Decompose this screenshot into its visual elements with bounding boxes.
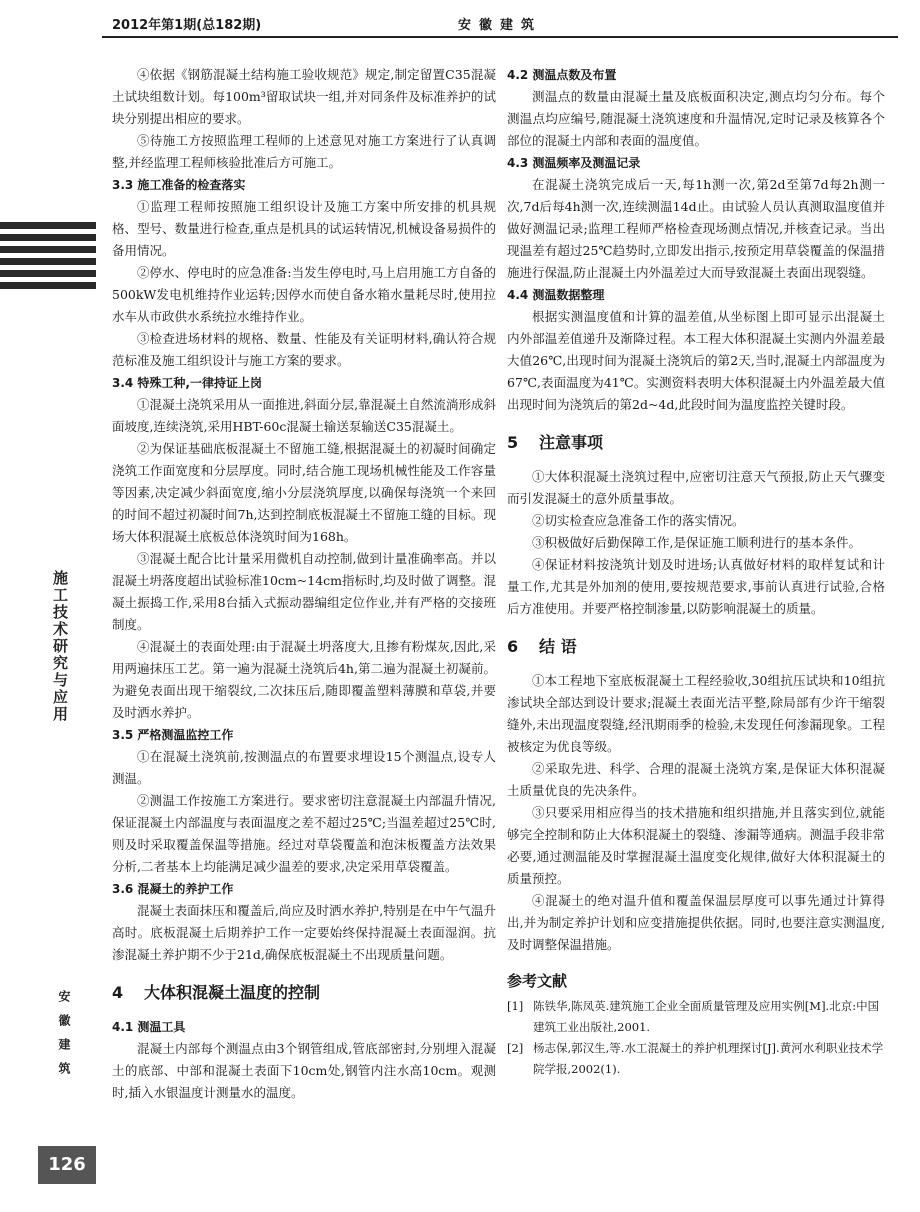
section-heading-5 bbox=[507, 432, 885, 454]
paragraph: ③积极做好后勤保障工作,是保证施工顺利进行的基本条件。 bbox=[532, 535, 861, 550]
paragraph: ①监理工程师按照施工组织设计及施工方案中所安排的机具规格、型号、数量进行检查,重点是机具的试运转情况,机械设备易损件的备用情况。 bbox=[112, 199, 496, 258]
journal-vertical: 安徽建筑 bbox=[57, 990, 71, 1086]
paragraph: ①在混凝土浇筑前,按测温点的布置要求埋设15个测温点,设专人测温。 bbox=[112, 749, 496, 786]
paragraph: ②测温工作按施工方案进行。要求密切注意混凝土内部温升情况,保证混凝土内部温度与表面温度之差不超过25℃;当温差超过25℃时,则及时采取覆盖保温等措施。经过对草袋覆盖和泡沫板覆盖方法效果分析,二者基本上均能满足减少温差的要求,决定采用草袋覆盖。 bbox=[112, 793, 496, 874]
reference-number: [1] bbox=[507, 999, 524, 1013]
paragraph: ⑤待施工方按照监理工程师的上述意见对施工方案进行了认真调整,并经监理工程师核验批准后方可施工。 bbox=[112, 133, 496, 170]
section-title: 注意事项 bbox=[539, 433, 604, 452]
reference-text: 陈铁华,陈凤英.建筑施工企业全面质量管理及应用实例[M].北京:中国建筑工业出版社,2001. bbox=[533, 999, 880, 1034]
paragraph: 在混凝土浇筑完成后一天,每1h测一次,第2d至第7d每2h测一次,7d后每4h测一次,连续测温14d止。由试验人员认真测取温度值并做好测温记录;监理工程师严格检查现场测点情况,并核查记录。当出现温差有超过25℃趋势时,立即发出指示,按预定用草袋覆盖的保温措施进行保温,防止混凝土内外温差过大而导致混凝土表面出现裂缝。 bbox=[507, 177, 885, 280]
section-number: 4 bbox=[112, 983, 124, 1002]
running-header bbox=[102, 8, 898, 38]
reference-item bbox=[507, 996, 885, 1038]
left-column bbox=[112, 58, 496, 1104]
section-heading-3-3: 3.3 施工准备的检查落实 bbox=[112, 178, 246, 192]
section-title: 结 语 bbox=[539, 637, 577, 656]
paragraph: ④混凝土的表面处理:由于混凝土坍落度大,且掺有粉煤灰,因此,采用两遍抹压工艺。第一遍为混凝土浇筑后4h,第二遍为混凝土初凝前。为避免表面出现干缩裂纹,二次抹压后,随即覆盖塑料薄膜和草袋,并要及时洒水养护。 bbox=[112, 639, 496, 720]
section-heading-4 bbox=[112, 982, 496, 1004]
section-heading-3-4: 3.4 特殊工种,一律持证上岗 bbox=[112, 376, 262, 390]
section-heading-4-4: 4.4 测温数据整理 bbox=[507, 288, 605, 302]
right-column bbox=[507, 58, 885, 1080]
margin-sidebar bbox=[0, 0, 100, 1212]
paragraph: 混凝土表面抹压和覆盖后,尚应及时洒水养护,特别是在中午气温升高时。底板混凝土后期养护工作一定要始终保持混凝土表面湿润。抗渗混凝土养护期不少于21d,确保底板混凝土不出现质量问题。 bbox=[112, 903, 496, 962]
page-number: 126 bbox=[38, 1146, 96, 1184]
paragraph: ②停水、停电时的应急准备:当发生停电时,马上启用施工方自备的500kW发电机维持作业运转;因停水而使自备水箱水量耗尽时,使用拉水车从市政供水系统拉水维持作业。 bbox=[112, 265, 496, 324]
section-number: 6 bbox=[507, 637, 519, 656]
paragraph: ④依据《钢筋混凝土结构施工验收规范》规定,制定留置C35混凝土试块组数计划。每100m³留取试块一组,并对同条件及标准养护的试块分别提出相应的要求。 bbox=[112, 67, 496, 126]
paragraph: 测温点的数量由混凝土量及底板面积决定,测点均匀分布。每个测温点均应编号,随混凝土浇筑速度和升温情况,定时记录及核算各个部位的混凝土内部和表面的温度值。 bbox=[507, 89, 885, 148]
section-heading-4-2: 4.2 测温点数及布置 bbox=[507, 68, 617, 82]
section-heading-4-1: 4.1 测温工具 bbox=[112, 1020, 186, 1034]
paragraph: ①混凝土浇筑采用从一面推进,斜面分层,靠混凝土自然流淌形成斜面坡度,连续浇筑,采用HBT-60c混凝土输送泵输送C35混凝土。 bbox=[112, 397, 496, 434]
references-heading: 参考文献 bbox=[507, 972, 568, 990]
section-title: 大体积混凝土温度的控制 bbox=[144, 983, 321, 1002]
issue-label: 2012年第1期(总182期) bbox=[112, 18, 262, 33]
section-heading-3-6: 3.6 混凝土的养护工作 bbox=[112, 882, 234, 896]
paragraph: ④混凝土的绝对温升值和覆盖保温层厚度可以事先通过计算得出,并为制定养护计划和应变措施提供依据。同时,也要注意实测温度,及时调整保温措施。 bbox=[507, 893, 885, 952]
reference-number: [2] bbox=[507, 1041, 524, 1055]
reference-item bbox=[507, 1038, 885, 1080]
paragraph: ④保证材料按浇筑计划及时进场;认真做好材料的取样复试和计量工作,尤其是外加剂的使用,要按规范要求,事前认真进行试验,合格后方准使用。并要严格控制渗量,以防影响混凝土的质量。 bbox=[507, 557, 885, 616]
paragraph: ①本工程地下室底板混凝土工程经验收,30组抗压试块和10组抗渗试块全部达到设计要求;混凝土表面光洁平整,除局部有少许干缩裂缝外,未出现温度裂缝,经汛期雨季的检验,未发现任何渗漏现象。工程被核定为优良等级。 bbox=[507, 673, 885, 754]
paragraph: ②切实检查应急准备工作的落实情况。 bbox=[532, 513, 745, 528]
paragraph: ③检查进场材料的规格、数量、性能及有关证明材料,确认符合规范标准及施工组织设计与施工方案的要求。 bbox=[112, 331, 496, 368]
section-heading-3-5: 3.5 严格测温监控工作 bbox=[112, 728, 234, 742]
column-name: 施工技术研究与应用 bbox=[51, 570, 69, 723]
paragraph: ③只要采用相应得当的技术措施和组织措施,并且落实到位,就能够完全控制和防止大体积混凝土的裂缝、渗漏等通病。测温手段非常必要,通过测温能及时掌握混凝土温度变化规律,做好大体积混凝土的质量预控。 bbox=[507, 805, 885, 886]
paragraph: ③混凝土配合比计量采用微机自动控制,做到计量准确率高。并以混凝土坍落度超出试验标准10cm~14cm指标时,均及时做了调整。混凝土振捣工作,采用8台插入式振动器编组定位作业,并有严格的交接班制度。 bbox=[112, 551, 496, 632]
section-heading-4-3: 4.3 测温频率及测温记录 bbox=[507, 156, 641, 170]
paragraph: ①大体积混凝土浇筑过程中,应密切注意天气预报,防止天气骤变而引发混凝土的意外质量事故。 bbox=[507, 469, 885, 506]
paragraph: 混凝土内部每个测温点由3个钢管组成,管底部密封,分别埋入混凝土的底部、中部和混凝土表面下10cm处,钢管内注水高10cm。观测时,插入水银温度计测量水的温度。 bbox=[112, 1041, 496, 1100]
section-number: 5 bbox=[507, 433, 519, 452]
paragraph: ②为保证基础底板混凝土不留施工缝,根据混凝土的初凝时间确定浇筑工作面宽度和分层厚度。同时,结合施工现场机械性能及工作容量等因素,决定减少斜面宽度,缩小分层浇筑厚度,以确保每浇筑一个来回的时间不超过初凝时间7h,达到控制底板混凝土不留施工缝的目标。现场大体积混凝土底板总体浇筑时间为168h。 bbox=[112, 441, 496, 544]
reference-text: 杨志保,郭汉生,等.水工混凝土的养护机理探讨[J].黄河水利职业技术学院学报,2002(1). bbox=[533, 1041, 884, 1076]
paragraph: ②采取先进、科学、合理的混凝土浇筑方案,是保证大体积混凝土质量优良的先决条件。 bbox=[507, 761, 885, 798]
paragraph: 根据实测温度值和计算的温差值,从坐标图上即可显示出混凝土内外部温差值递升及渐降过程。本工程大体积混凝土实测内外温差最大值26℃,出现时间为混凝土浇筑后的第2天,当时,混凝土内部温度为67℃,表面温度为41℃。实测资料表明大体积混凝土内外温差最大值出现时间为浇筑后的第2d~4d,此段时间为温度监控关键时段。 bbox=[507, 309, 885, 412]
section-heading-6 bbox=[507, 636, 885, 658]
journal-name: 安徽建筑 bbox=[457, 18, 542, 33]
section-bars-icon bbox=[0, 222, 96, 294]
